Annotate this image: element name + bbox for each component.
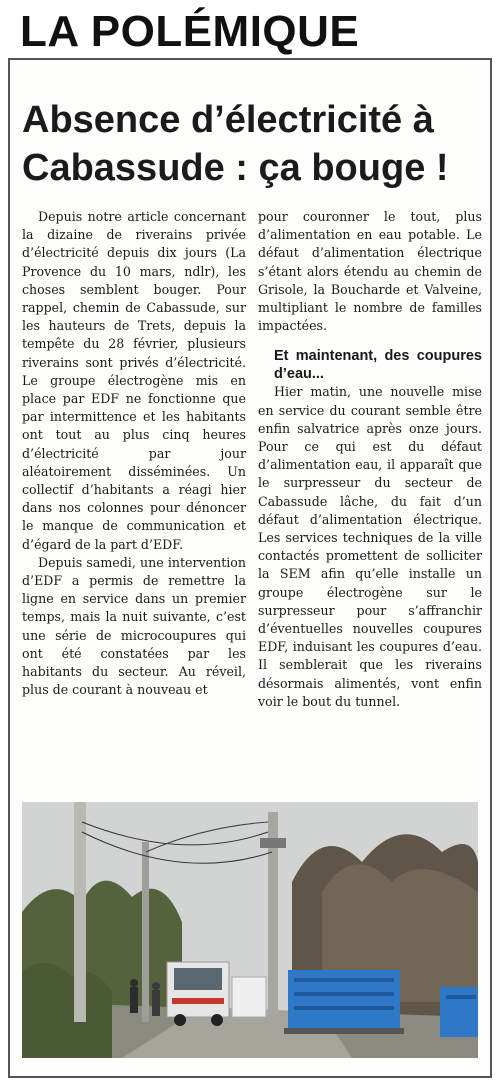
paragraph-3: Hier matin, une nouvelle mise en service du courant semble être enfin salvatrice après onze jours. Pour ce qui est du défaut d’alimentation eau, il apparaît que le surpresseur du secteur de Cabassude lâche, du fait d’un défaut d’alimentation électrique. Les services techniques de la ville contactés promettent de solliciter la SEM afin qu’elle installe un groupe électrogène sur le surpresseur pour s’affranchir d’éventuelles nouvelles coupures EDF, induisant les coupures d’eau. Il semblerait que les riverains désormais alimentés, vont enfin voir le bout du tunnel.: [258, 384, 482, 709]
section-rubric: LA POLÉMIQUE: [20, 7, 360, 56]
photo-illustration: [22, 802, 478, 1058]
headline: Absence d’électricité à Cabassude : ça bouge !: [22, 99, 449, 189]
right-column: [258, 208, 482, 711]
article-photo: [22, 802, 478, 1058]
left-column: [22, 208, 246, 699]
paragraph-2: Depuis samedi, une intervention d’EDF a permis de remettre la ligne en service dans un premier temps, mais la nuit suivante, c’est une série de microcoupures qui ont été constatées par les habitants du secteur. Au réveil, plus de courant à nouveau et: [22, 554, 246, 698]
subheading: Et maintenant, des coupures d’eau...: [274, 348, 482, 383]
article-frame: [8, 58, 492, 1078]
paragraph-1: Depuis notre article concernant la dizaine de riverains privée d’électricité depuis dix jours (La Provence du 10 mars, ndlr), les choses semblent bouger. Pour rappel, chemin de Cabassude, sur les hauteurs de Trets, depuis la tempête du 28 février, plusieurs riverains sont privés d’électricité. Le groupe électrogène mis en place par EDF ne fonctionne que par intermittence et les habitants ont tout au plus cinq heures d’électricité par jour aléatoirement disséminées. Un collectif d’habitants a réagi hier dans nos colonnes pour dénoncer le manque de communication et d’égard de la part d’EDF.: [22, 209, 246, 552]
paragraph-continuation: pour couronner le tout, plus d’alimentation en eau potable. Le défaut d’alimentation électrique s’étant alors étendu au chemin de Grisole, la Boucharde et Valveine, multipliant le nombre de familles impactées.: [258, 209, 482, 334]
